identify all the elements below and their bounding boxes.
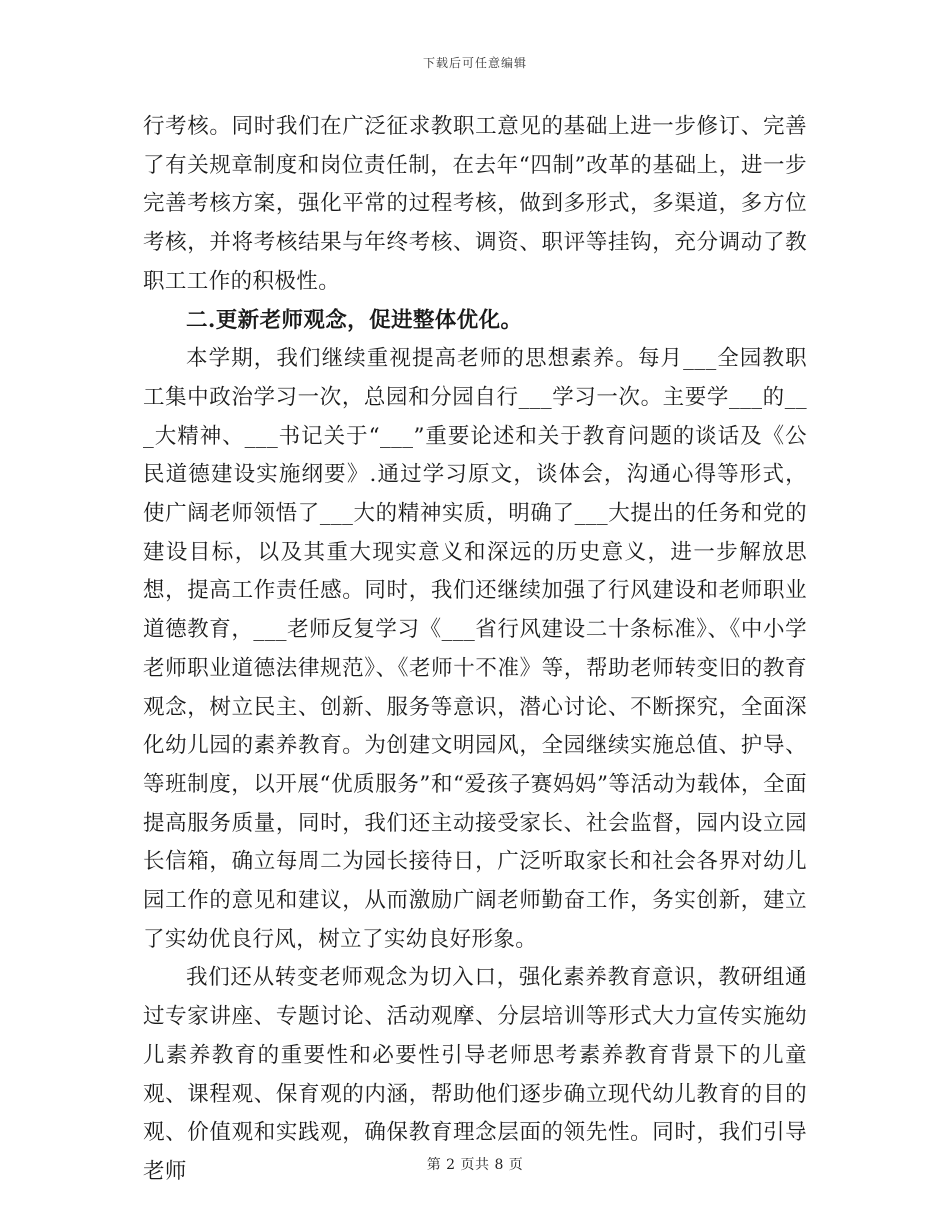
paragraph-3: 我们还从转变老师观念为切入口，强化素养教育意识，教研组通过专家讲座、专题讨论、活动观摩、分层培训等形式大力宣传实施幼儿素养教育的重要性和必要性引导老师思考素养教育背景下的儿童观、课程观、保育观的内涵，帮助他们逐步确立现代幼儿教育的目的观、价值观和实践观，确保教育理念层面的领先性。同时，我们引导老师 — [143, 965, 807, 1184]
section-heading: 二.更新老师观念，促进整体优化。 — [186, 307, 523, 333]
page-footer: 第 2 页共 8 页 — [426, 1157, 524, 1173]
page-header: 下载后可任意编辑 — [422, 56, 527, 70]
paragraph-1: 行考核。同时我们在广泛征求教职工意见的基础上进一步修订、完善了有关规章制度和岗位责任制，在去年“四制”改革的基础上，进一步完善考核方案，强化平常的过程考核，做到多形式，多渠道，多方位考核，并将考核结果与年终考核、调资、职评等挂钩，充分调动了教职工工作的积极性。 — [143, 114, 807, 294]
paragraph-2: 本学期，我们继续重视提高老师的思想素养。每月___全园教职工集中政治学习一次，总园和分园自行___学习一次。主要学___的___大精神、___书记关于“___”重要论述和关于教育问题的谈话及《公民道德建设实施纲要》.通过学习原文，谈体会，沟通心得等形式，使广阔老师领悟了___大的精神实质，明确了___大提出的任务和党的建设目标，以及其重大现实意义和深远的历史意义，进一步解放思想，提高工作责任感。同时，我们还继续加强了行风建设和老师职业道德教育，___老师反复学习《___省行风建设二十条标准》、《中小学老师职业道德法律规范》、《老师十不准》等，帮助老师转变旧的教育观念，树立民主、创新、服务等意识，潜心讨论、不断探究，全面深化幼儿园的素养教育。为创建文明园风，全园继续实施总值、护导、等班制度，以开展“优质服务”和“爱孩子赛妈妈”等活动为载体，全面提高服务质量，同时，我们还主动接受家长、社会监督，园内设立园长信箱，确立每周二为园长接待日，广泛听取家长和社会各界对幼儿园工作的意见和建议，从而激励广阔老师勤奋工作，务实创新，建立了实幼优良行风，树立了实幼良好形象。 — [143, 346, 807, 952]
document-body — [143, 108, 807, 1192]
